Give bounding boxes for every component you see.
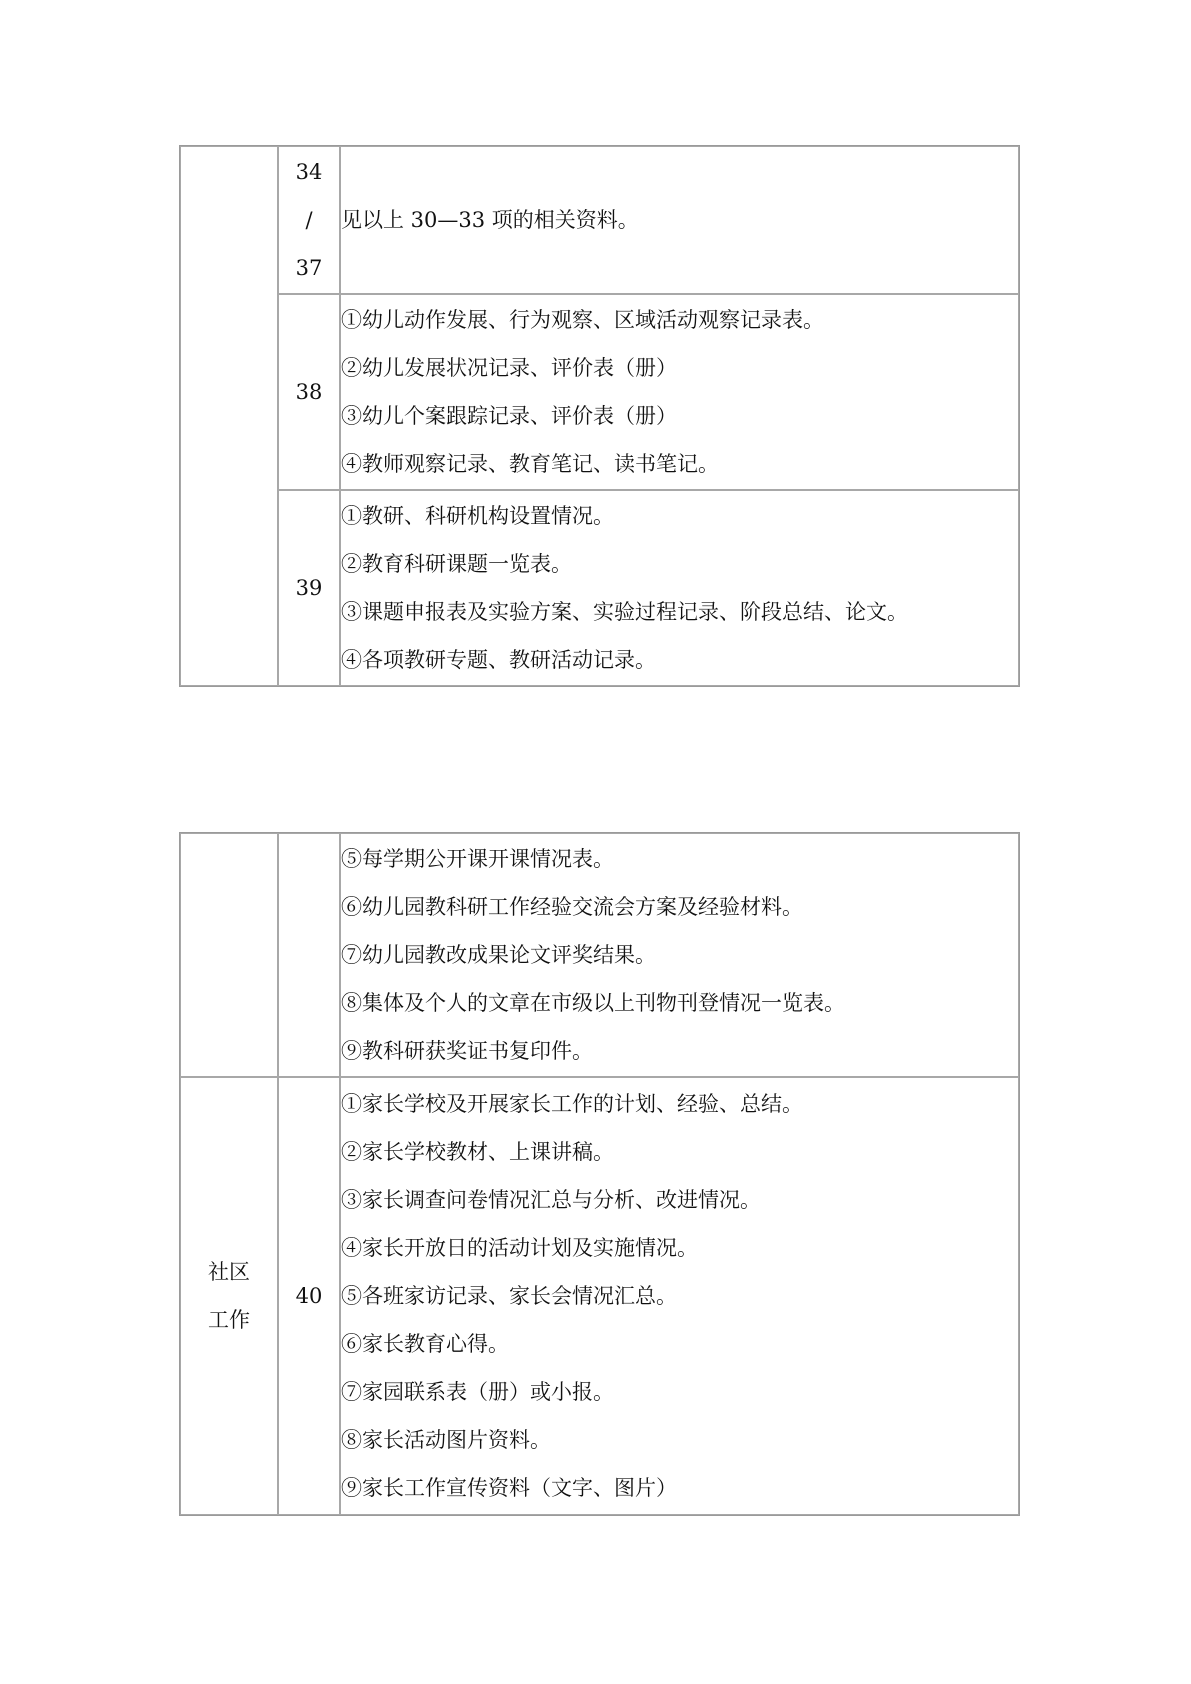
table-row	[180, 490, 1019, 686]
category-cell-empty	[180, 833, 278, 1077]
category-label-line: 工作	[208, 1308, 250, 1332]
list-item: ⑨家长工作宣传资料（文字、图片）	[341, 1476, 677, 1500]
list-item: ⑦幼儿园教改成果论文评奖结果。	[341, 943, 656, 967]
number-line: 34	[295, 160, 323, 184]
item-number-cell-empty	[278, 833, 340, 1077]
category-cell	[180, 1077, 278, 1515]
material-list-cell	[340, 490, 1019, 686]
material-list-cell	[340, 146, 1019, 294]
list-item: ⑦家园联系表（册）或小报。	[341, 1380, 614, 1404]
record-table-part2	[179, 832, 1020, 1516]
list-item: ④教师观察记录、教育笔记、读书笔记。	[341, 452, 719, 476]
list-item: ③幼儿个案跟踪记录、评价表（册）	[341, 404, 677, 428]
record-table-part1	[179, 145, 1020, 687]
table-row	[180, 833, 1019, 1077]
list-item: ⑥幼儿园教科研工作经验交流会方案及经验材料。	[341, 895, 803, 919]
list-item: ⑥家长教育心得。	[341, 1332, 509, 1356]
item-number-cell: 38	[278, 294, 340, 490]
list-item: ②教育科研课题一览表。	[341, 552, 572, 576]
material-list-cell	[340, 1077, 1019, 1515]
list-item: ④各项教研专题、教研活动记录。	[341, 648, 656, 672]
list-item: ⑤每学期公开课开课情况表。	[341, 847, 614, 871]
list-item: ①教研、科研机构设置情况。	[341, 504, 614, 528]
list-item: ③课题申报表及实验方案、实验过程记录、阶段总结、论文。	[341, 600, 908, 624]
material-list-cell	[340, 833, 1019, 1077]
table-row	[180, 1077, 1019, 1515]
category-label-line: 社区	[208, 1260, 250, 1284]
table-row	[180, 146, 1019, 294]
list-item: ①家长学校及开展家长工作的计划、经验、总结。	[341, 1092, 803, 1116]
list-item: 见以上 30—33 项的相关资料。	[341, 208, 639, 232]
number-line: /	[305, 208, 313, 232]
item-number-cell	[278, 146, 340, 294]
list-item: ⑧家长活动图片资料。	[341, 1428, 551, 1452]
list-item: ⑨教科研获奖证书复印件。	[341, 1039, 593, 1063]
category-cell-empty	[180, 146, 278, 686]
list-item: ⑧集体及个人的文章在市级以上刊物刊登情况一览表。	[341, 991, 845, 1015]
number-line: 37	[295, 256, 323, 280]
material-list-cell	[340, 294, 1019, 490]
item-number-cell: 39	[278, 490, 340, 686]
list-item: ⑤各班家访记录、家长会情况汇总。	[341, 1284, 677, 1308]
list-item: ①幼儿动作发展、行为观察、区域活动观察记录表。	[341, 308, 824, 332]
table-row	[180, 294, 1019, 490]
list-item: ②幼儿发展状况记录、评价表（册）	[341, 356, 677, 380]
list-item: ③家长调查问卷情况汇总与分析、改进情况。	[341, 1188, 761, 1212]
item-number-cell: 40	[278, 1077, 340, 1515]
list-item: ④家长开放日的活动计划及实施情况。	[341, 1236, 698, 1260]
list-item: ②家长学校教材、上课讲稿。	[341, 1140, 614, 1164]
